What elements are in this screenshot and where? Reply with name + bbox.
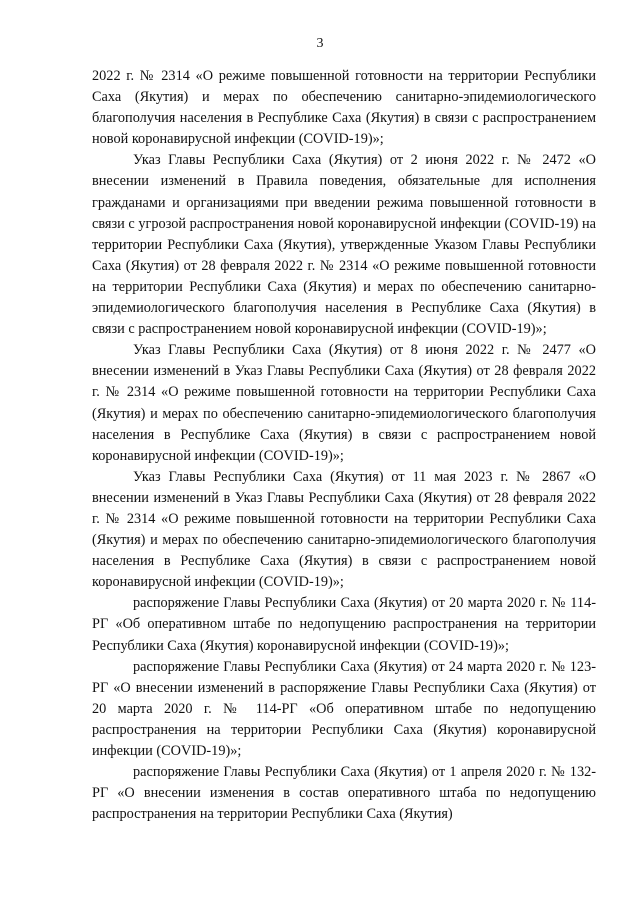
- paragraph-decree-2472: Указ Главы Республики Саха (Якутия) от 2 июня 2022 г. № 2472 «О внесении изменений в Правила поведения, обязательные для исполнения гражданами и организациями при введении режима повышенной готовности в связи с угрозой распространения новой коронавирусной инфекции (COVID-19) на территории Республики Саха (Якутия), утвержденные Указом Главы Республики Саха (Якутия) от 28 февраля 2022 г. № 2314 «О режиме повышенной готовности на территории Республики Саха (Якутия) и мерах по обеспечению санитарно-эпидемиологического благополучия населения в Республике Саха (Якутия) в связи с распространением новой коронавирусной инфекции (COVID-19)»;: [92, 152, 596, 338]
- page-number: 3: [316, 36, 324, 51]
- paragraph-order-123: распоряжение Главы Республики Саха (Якутия) от 24 марта 2020 г. № 123-РГ «О внесении изменений в распоряжение Главы Республики Саха (Якутия) от 20 марта 2020 г. № 114-РГ «Об оперативном штабе по недопущению распространения на территории Республики Саха (Якутия) коронавирусной инфекции (COVID-19)»;: [92, 658, 596, 759]
- paragraph-decree-2477: Указ Главы Республики Саха (Якутия) от 8 июня 2022 г. № 2477 «О внесении изменений в Указ Главы Республики Саха (Якутия) от 28 февраля 2022 г. № 2314 «О режиме повышенной готовности на территории Республики Саха (Якутия) и мерах по обеспечению санитарно-эпидемиологического благополучия населения в Республике Саха (Якутия) в связи с распространением новой коронавирусной инфекции (COVID-19)»;: [92, 342, 596, 464]
- paragraph-decree-2867: Указ Главы Республики Саха (Якутия) от 11 мая 2023 г. № 2867 «О внесении изменений в Указ Главы Республики Саха (Якутия) от 28 февраля 2022 г. № 2314 «О режиме повышенной готовности на территории Республики Саха (Якутия) и мерах по обеспечению санитарно-эпидемиологического благополучия населения в Республике Саха (Якутия) в связи с распространением новой коронавирусной инфекции (COVID-19)»;: [92, 468, 596, 591]
- paragraph-continuation: 2022 г. № 2314 «О режиме повышенной готовности на территории Республики Саха (Якутия) и мерах по обеспечению санитарно-эпидемиологического благополучия населения в Республике Саха (Якутия) в связи с распространением новой коронавирусной инфекции (COVID-19)»;: [92, 68, 596, 148]
- paragraph-order-114: распоряжение Главы Республики Саха (Якутия) от 20 марта 2020 г. № 114-РГ «Об оперативном штабе по недопущению распространения на территории Республики Саха (Якутия) коронавирусной инфекции (COVID-19)»;: [92, 595, 596, 654]
- paragraph-order-132: распоряжение Главы Республики Саха (Якутия) от 1 апреля 2020 г. № 132-РГ «О внесении изменения в состав оперативного штаба по недопущению распространения на территории Республики Саха (Якутия): [92, 764, 596, 823]
- document-body: [92, 66, 596, 825]
